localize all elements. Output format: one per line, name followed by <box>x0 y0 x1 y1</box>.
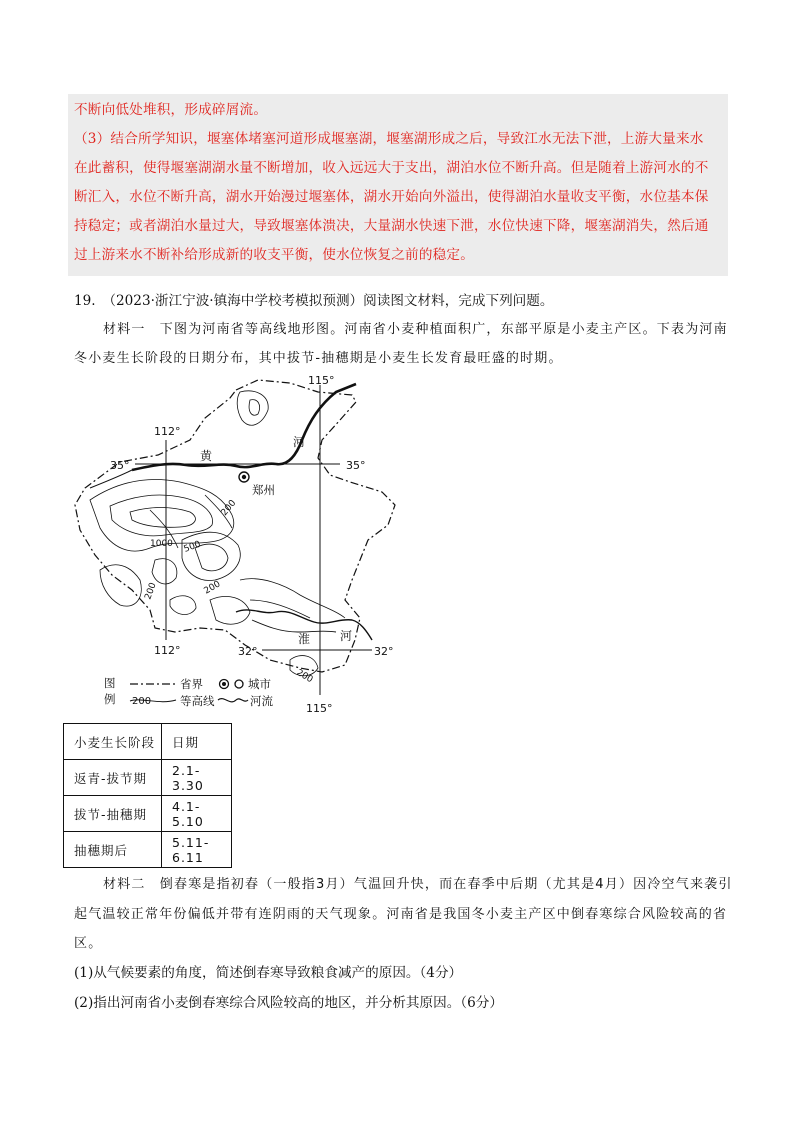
question-one: (1)从气候要素的角度，简述倒春寒导致粮食减产的原因。（4分） <box>74 965 463 981</box>
svg-text:城市: 城市 <box>248 677 271 691</box>
contour-label: 200 <box>219 498 239 518</box>
answer-line: （3）结合所学知识，堰塞体堵塞河道形成堰塞湖，堰塞湖形成之后，导致江水无法下泄，上游大量来水 <box>74 131 704 147</box>
answer-line: 持稳定；或者湖泊水量过大，导致堰塞体溃决，大量湖水快速下泄，水位快速下降，堰塞湖消失，然后通 <box>74 218 709 234</box>
question-header: 19. （2023·浙江宁波·镇海中学校考模拟预测）阅读图文材料，完成下列问题。 <box>74 293 554 309</box>
lon-112-bottom: 112° <box>154 644 181 657</box>
lat-32-right: 32° <box>374 645 394 658</box>
material-one-text: 材料一 下图为河南省等高线地形图。河南省小麦种植面积广，东部平原是小麦主产区。下表为河南 <box>103 322 728 337</box>
city-label: 郑州 <box>252 483 275 497</box>
contour-label: 200 <box>294 667 315 686</box>
table-cell: 4.1-5.10 <box>162 796 232 832</box>
table-header-cell: 小麦生长阶段 <box>64 724 162 760</box>
lat-35-left: 35° <box>110 459 130 472</box>
table-row <box>64 796 232 832</box>
lon-115-top: 115° <box>308 374 335 387</box>
contour-label: 500 <box>182 539 203 555</box>
table-row <box>64 760 232 796</box>
lat-35-right: 35° <box>346 459 366 472</box>
table-cell: 返青-拔节期 <box>64 760 162 796</box>
lon-115-bottom: 115° <box>306 702 333 715</box>
river-label: 黄 <box>200 449 213 463</box>
table-cell: 5.11-6.11 <box>162 832 232 868</box>
answer-line: 断汇入，水位不断升高，湖水开始漫过堰塞体，湖水开始向外溢出，使得湖泊水量收支平衡，水位基本保 <box>74 189 709 205</box>
table-row <box>64 832 232 868</box>
svg-text:等高线: 等高线 <box>180 694 215 708</box>
table-cell: 2.1-3.30 <box>162 760 232 796</box>
huai-river-branch <box>252 620 336 632</box>
svg-text:河流: 河流 <box>250 694 273 708</box>
lat-32-left: 32° <box>238 645 258 658</box>
yellow-river-thin <box>90 470 132 488</box>
material-two-text: 区。 <box>74 936 103 951</box>
contour-label: 1000 <box>150 539 173 549</box>
material-one-text: 冬小麦生长阶段的日期分布，其中拔节-抽穗期是小麦生长发育最旺盛的时期。 <box>74 351 563 366</box>
river-label: 河 <box>340 629 353 643</box>
growth-stage-table <box>63 723 232 868</box>
question-two: (2)指出河南省小麦倒春寒综合风险较高的地区，并分析其原因。（6分） <box>74 995 503 1011</box>
river-label: 河 <box>293 435 306 449</box>
contour-label: 200 <box>143 581 159 602</box>
table-cell: 拔节-抽穗期 <box>64 796 162 832</box>
svg-text:图: 图 <box>104 676 116 690</box>
svg-text:例: 例 <box>104 692 116 706</box>
answer-line: 在此蓄积，使得堰塞湖湖水量不断增加，收入远远大于支出，湖泊水位不断升高。但是随着上游河水的不 <box>74 160 709 176</box>
answer-line: 不断向低处堆积，形成碎屑流。 <box>74 102 268 118</box>
answer-line: 过上游来水不断补给形成新的收支平衡，使水位恢复之前的稳定。 <box>74 247 475 263</box>
svg-text:200: 200 <box>132 696 152 707</box>
material-two-text: 材料二 倒春寒是指初春（一般指3月）气温回升快，而在春季中后期（尤其是4月）因冷空气来袭引 <box>103 877 733 892</box>
table-header-row <box>64 724 232 760</box>
contour-label: 200 <box>202 579 223 597</box>
table-cell: 抽穗期后 <box>64 832 162 868</box>
lon-112-top: 112° <box>154 425 181 438</box>
map-legend <box>104 676 273 708</box>
svg-text:省界: 省界 <box>180 677 203 691</box>
material-two-text: 起气温较正常年份偏低并带有连阴雨的天气现象。河南省是我国冬小麦主产区中倒春寒综合风险较高的省 <box>74 907 728 922</box>
table-header-cell: 日期 <box>162 724 232 760</box>
river-label: 淮 <box>298 632 311 646</box>
